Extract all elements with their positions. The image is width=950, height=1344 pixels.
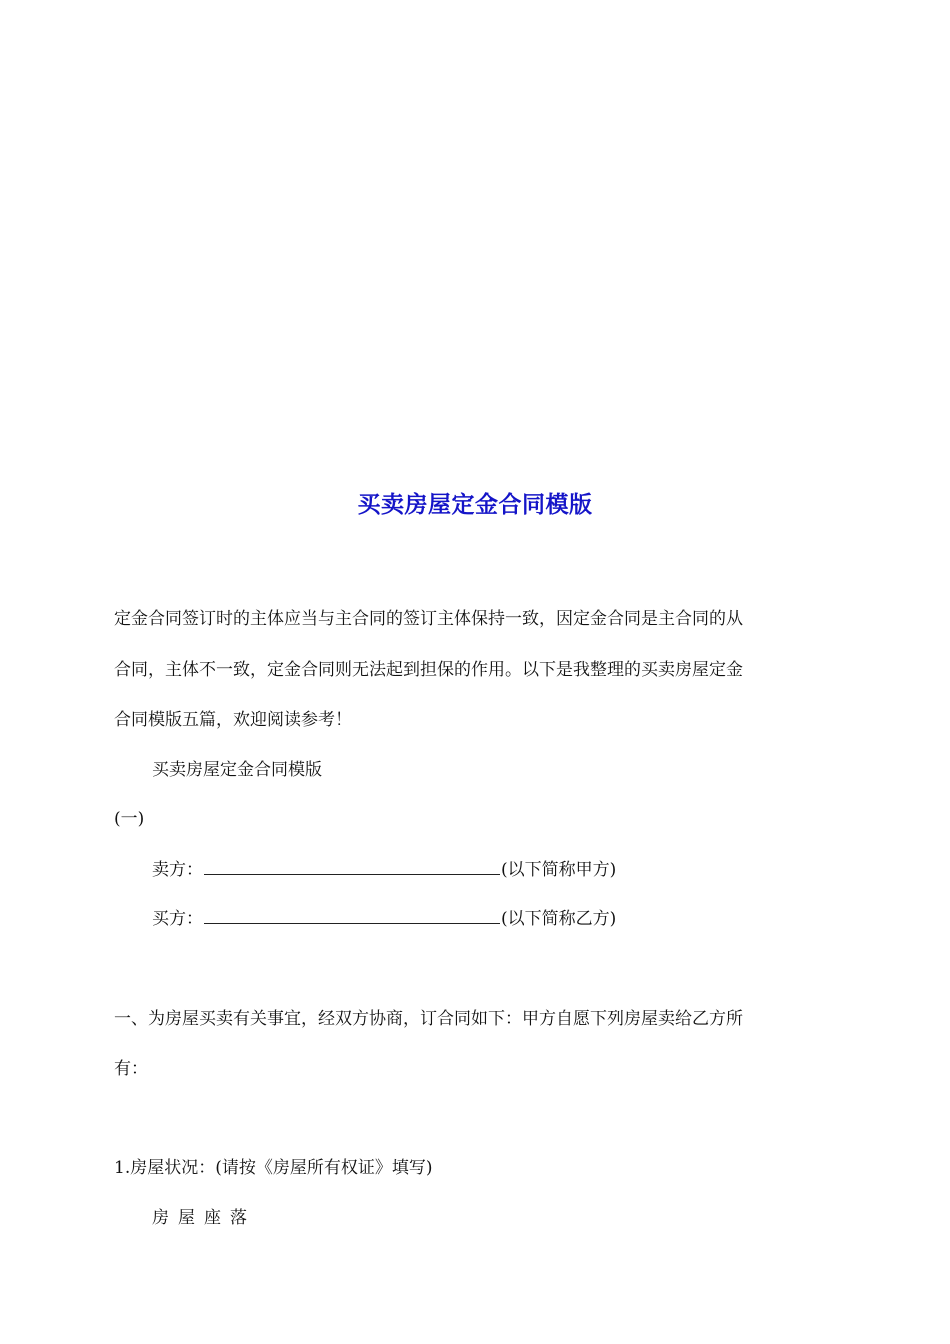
intro-line-3: 合同模版五篇，欢迎阅读参考！ xyxy=(114,710,352,730)
seller-blank-field xyxy=(204,858,500,875)
seller-row xyxy=(152,858,616,881)
section-number: (一) xyxy=(114,809,145,829)
seller-suffix: (以下简称甲方) xyxy=(501,860,617,880)
buyer-row xyxy=(152,907,616,930)
buyer-suffix: (以下简称乙方) xyxy=(501,909,617,929)
document-title: 买卖房屋定金合同模版 xyxy=(357,492,593,518)
intro-line-2: 合同，主体不一致，定金合同则无法起到担保的作用。以下是我整理的买卖房屋定金 xyxy=(114,660,743,680)
seller-label: 卖方： xyxy=(152,860,203,880)
buyer-blank-field xyxy=(204,907,500,924)
buyer-label: 买方： xyxy=(152,909,203,929)
subtitle: 买卖房屋定金合同模版 xyxy=(152,760,322,780)
clause-one-line-1: 一、为房屋买卖有关事宜，经双方协商，订合同如下：甲方自愿下列房屋卖给乙方所 xyxy=(114,1009,743,1029)
item-one: 1.房屋状况：(请按《房屋所有权证》填写) xyxy=(114,1158,433,1178)
clause-one-line-2: 有： xyxy=(114,1059,148,1079)
intro-line-1: 定金合同签订时的主体应当与主合同的签订主体保持一致，因定金合同是主合同的从 xyxy=(114,609,743,629)
location-label: 房屋座落 xyxy=(152,1208,256,1228)
